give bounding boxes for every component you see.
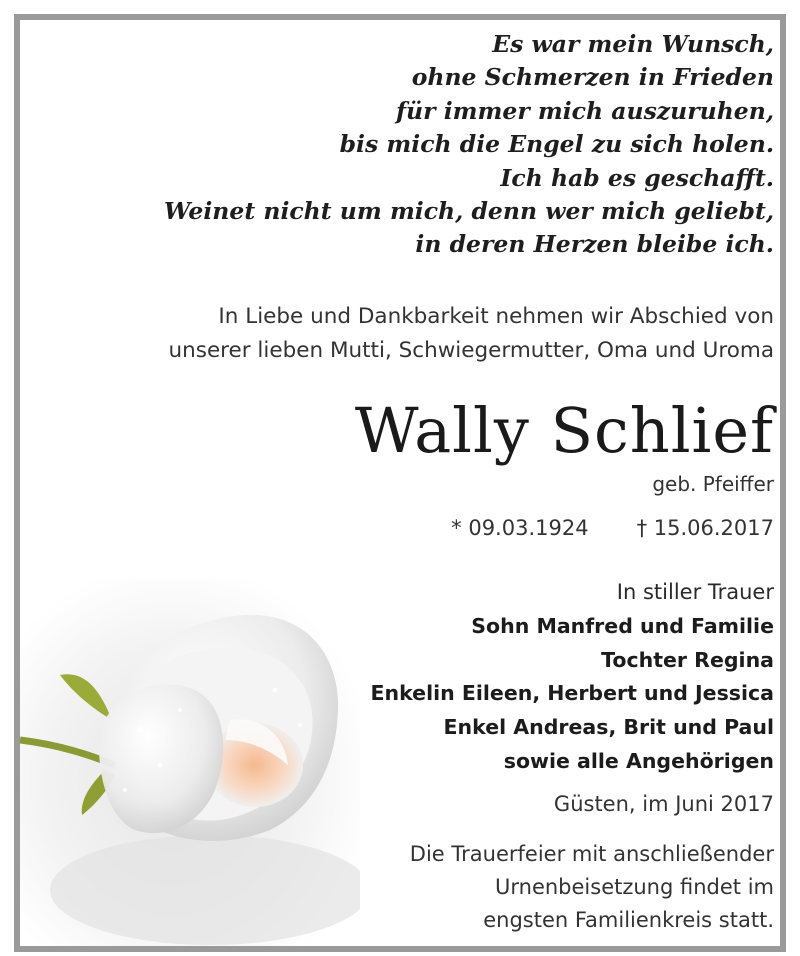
poem-line: für immer mich auszuruhen, — [395, 96, 774, 125]
mourner-line: Enkel Andreas, Brit und Paul — [443, 715, 774, 740]
mourner-line: Enkelin Eileen, Herbert und Jessica — [370, 681, 774, 706]
mourner-line: sowie alle Angehörigen — [503, 748, 774, 773]
intro-line: In Liebe und Dankbarkeit nehmen wir Abschied von — [218, 304, 774, 329]
poem-line: in deren Herzen bleibe ich. — [415, 230, 774, 259]
poem-line: ohne Schmerzen in Frieden — [411, 63, 774, 92]
intro-line: unserer lieben Mutti, Schwiegermutter, Oma und Uroma — [168, 338, 774, 363]
funeral-line: engsten Familienkreis statt. — [483, 908, 774, 932]
mourner-line: Tochter Regina — [601, 647, 774, 672]
mourner-line: Sohn Manfred und Familie — [471, 613, 774, 638]
obituary-notice — [14, 14, 786, 952]
poem-line: Es war mein Wunsch, — [492, 30, 774, 58]
intro-text — [168, 300, 774, 368]
deceased-name: Wally Schlief — [354, 394, 774, 467]
funeral-line: Urnenbeisetzung findet im — [495, 875, 774, 899]
maiden-name: geb. Pfeiffer — [652, 472, 774, 496]
mourners-list — [371, 576, 775, 779]
life-dates — [451, 512, 774, 544]
death-date: † 15.06.2017 — [636, 516, 774, 540]
poem-line: Weinet nicht um mich, denn wer mich geliebt, — [163, 197, 774, 226]
mourners-heading: In stiller Trauer — [616, 580, 774, 604]
poem — [164, 28, 774, 262]
white-rose-image — [20, 580, 360, 946]
place-date: Güsten, im Juni 2017 — [553, 792, 774, 816]
funeral-note — [410, 838, 774, 937]
funeral-line: Die Trauerfeier mit anschließender — [409, 842, 774, 866]
poem-line: Ich hab es geschafft. — [500, 163, 774, 192]
poem-line: bis mich die Engel zu sich holen. — [339, 130, 774, 159]
birth-date: * 09.03.1924 — [451, 516, 589, 540]
